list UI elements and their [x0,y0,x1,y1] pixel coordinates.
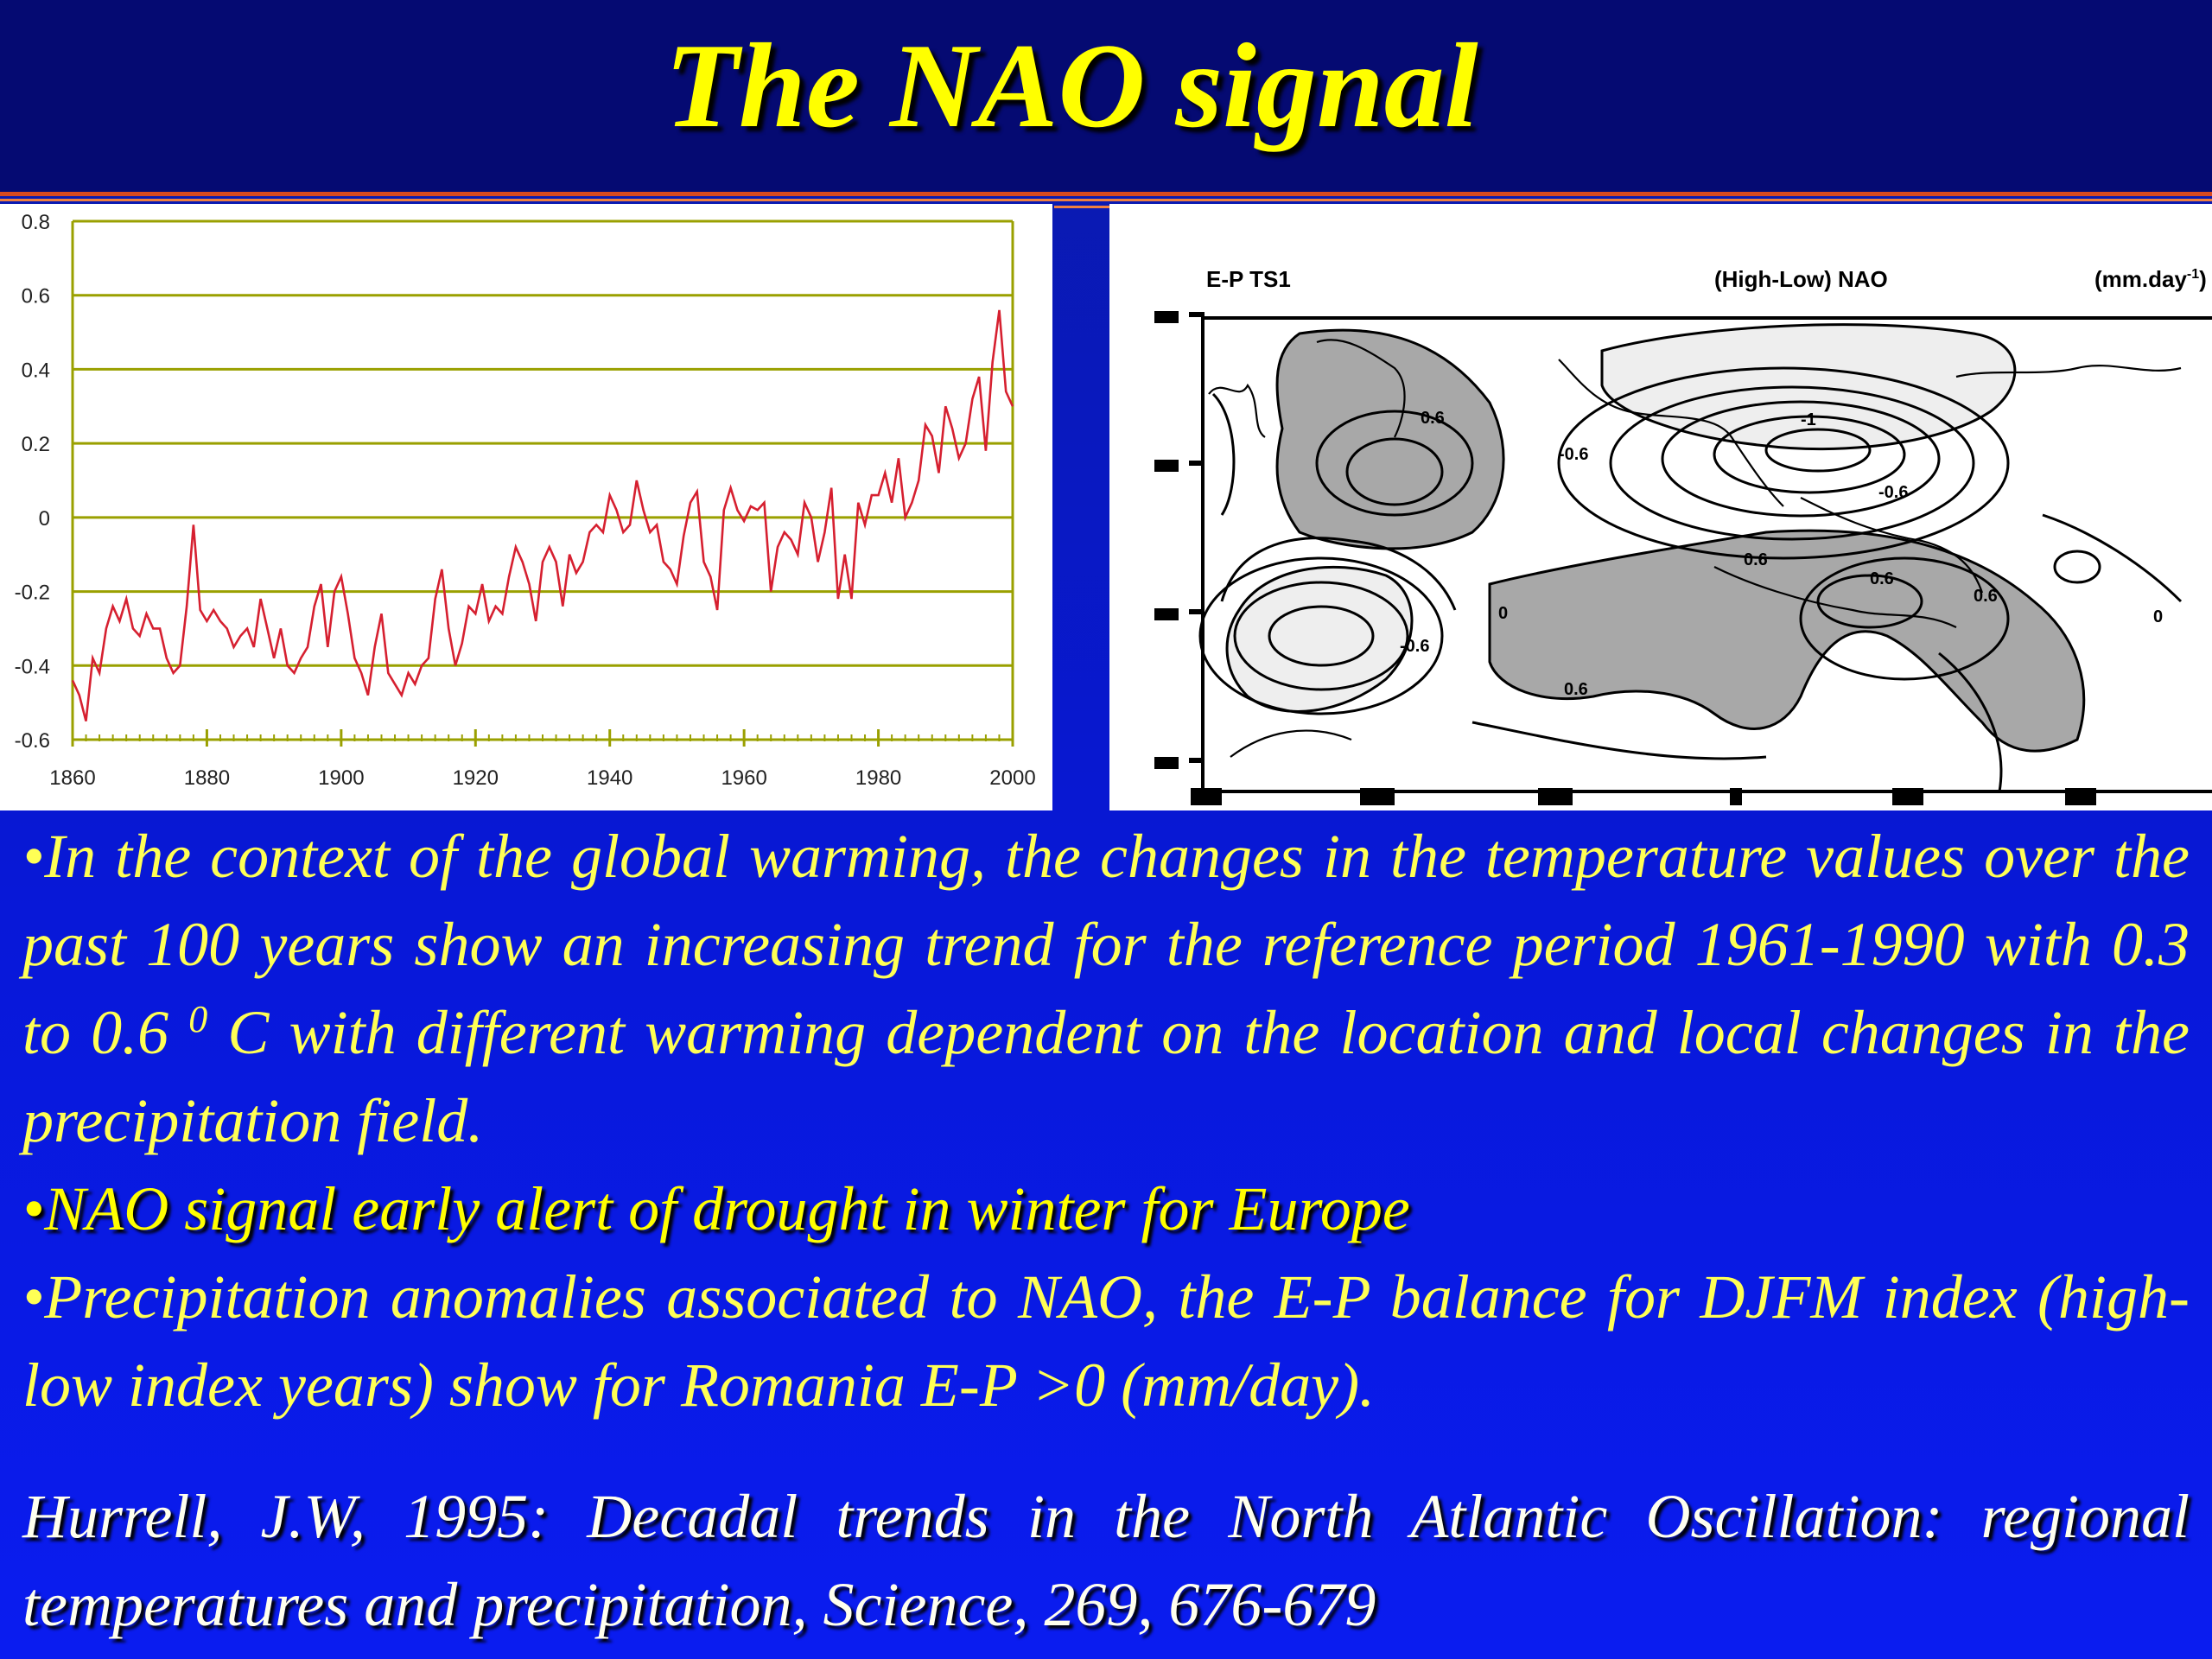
y-tick-label: -0.6 [14,729,50,753]
series-line-temperature [73,310,1013,721]
y-tick-label: -0.2 [14,581,50,605]
contour-label: 0.6 [1421,409,1445,428]
slide-title: The NAO signal [664,19,1478,153]
bullet-text: C with different warming dependent on the location and local changes in the precipitation field. [22,998,2190,1155]
y-tick-label: 0 [38,506,50,531]
temperature-chart-svg [0,204,1052,810]
map-label-center: (High-Low) NAO [1714,266,1888,292]
temperature-chart [0,204,1052,810]
contour-label: 0.6 [1564,680,1588,699]
ep-contour-map [1109,204,2212,810]
y-tick-label: 0.2 [21,433,50,457]
reference-citation: Hurrell, J.W, 1995: Decadal trends in the North Atlantic Oscillation: regional temperatures and precipitation, Science, 269, 676-679 [22,1482,2190,1639]
contour-label: 0.6 [1870,569,1894,588]
degree-superscript: 0 [188,998,208,1040]
y-tick-label: 0.6 [21,284,50,308]
bullet-text: •In the context of the global warming, the changes in the temperature values over the past 100 years show an increasing trend for the reference period 1961-1990 with 0.3 to 0.6 [22,822,2190,1067]
map-shading [1227,325,2084,752]
title-rule [0,192,2212,196]
bullet-precipitation: •Precipitation anomalies associated to NAO, the E-P balance for DJFM index (high-low index years) show for Romania E-P >0 (mm/day). [22,1262,2190,1420]
contour-label: -0.6 [1400,637,1430,656]
contour-label: -0.6 [1559,445,1589,464]
nao-map [1109,204,2212,810]
y-tick-label: 0.4 [21,359,50,383]
bullet-global-warming [22,812,2190,1165]
bullet-nao-alert: •NAO signal early alert of drought in winter for Europe [22,1174,1410,1243]
title-bar [0,0,2212,192]
title-rule-thin [0,199,2212,201]
y-tick-label: -0.4 [14,655,50,679]
x-tick-label: 1940 [587,766,633,790]
x-tick-label: 1900 [318,766,365,790]
x-tick-label: 1860 [49,766,96,790]
contour-label: 0.6 [1974,587,1998,606]
x-tick-label: 2000 [989,766,1036,790]
y-tick-label: 0.8 [21,211,50,234]
map-label-right: (mm.day$^{-1}$) [2094,266,2207,292]
x-tick-label: 1880 [183,766,231,790]
contour-label: 0 [1498,604,1509,623]
x-tick-label: 1920 [452,766,499,790]
contour-label: -0.6 [1878,483,1909,502]
contour-label: 0 [2153,607,2164,626]
x-tick-label: 1960 [721,766,767,790]
contour-label: -1 [1801,410,1816,429]
contour-label: 0.6 [1744,550,1768,569]
x-tick-label: 1980 [855,766,902,790]
map-label-left: E-P TS1 [1206,266,1291,292]
